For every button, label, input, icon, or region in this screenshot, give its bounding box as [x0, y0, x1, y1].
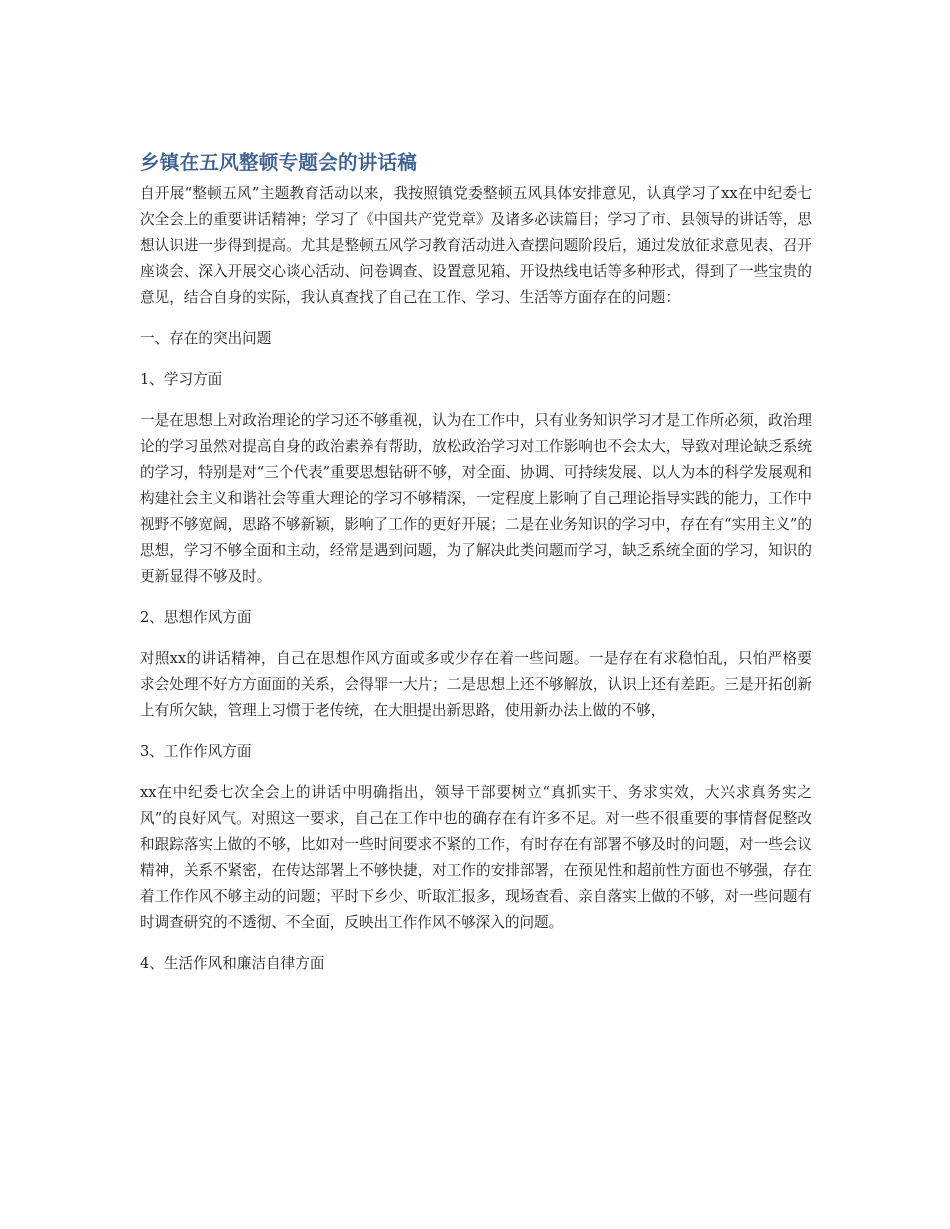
subheading-study: 1、学习方面 [140, 371, 223, 388]
paragraph-work-style: xx在中纪委七次全会上的讲话中明确指出，领导干部要树立“真抓实干、务求实效，大兴求真务实之风”的良好风气。对照这一要求，自己在工作中也的确存在有许多不足。对一些不很重要的事情督促整改和跟踪落实上做的不够，比如对一些时间要求不紧的工作，有时存在有部署不够及时的问题，对一些会议精神，关系不紧密，在传达部署上不够快捷，对工作的安排部署，在预见性和超前性方面也不够强，存在着工作作风不够主动的问题；平时下乡少、听取汇报多，现场查看、亲自落实上做的不够，对一些问题有时调查研究的不透彻、不全面，反映出工作作风不够深入的问题。 [140, 784, 812, 931]
subheading-life-integrity: 4、生活作风和廉洁自律方面 [140, 955, 325, 972]
intro-paragraph: 自开展“整顿五风”主题教育活动以来，我按照镇党委整顿五风具体安排意见，认真学习了xx在中纪委七次全会上的重要讲话精神；学习了《中国共产党党章》及诸多必读篇目；学习了市、县领导的讲话等，思想认识进一步得到提高。尤其是整顿五风学习教育活动进入查摆问题阶段后，通过发放征求意见表、召开座谈会、深入开展交心谈心活动、问卷调查、设置意见箱、开设热线电话等多种形式，得到了一些宝贵的意见，结合自身的实际，我认真查找了自己在工作、学习、生活等方面存在的问题： [140, 185, 812, 306]
subheading-work-style: 3、工作作风方面 [140, 743, 252, 760]
document-title: 乡镇在五风整顿专题会的讲话稿 [140, 151, 418, 174]
document-page [140, 148, 812, 977]
subheading-thinking-style: 2、思想作风方面 [140, 609, 252, 626]
paragraph-study: 一是在思想上对政治理论的学习还不够重视，认为在工作中，只有业务知识学习才是工作所必须，政治理论的学习虽然对提高自身的政治素养有帮助，放松政治学习对工作影响也不会太大，导致对理论缺乏系统的学习，特别是对“三个代表”重要思想钻研不够，对全面、协调、可持续发展、以人为本的科学发展观和构建社会主义和谐社会等重大理论的学习不够精深，一定程度上影响了自己理论指导实践的能力，工作中视野不够宽阔，思路不够新颖，影响了工作的更好开展；二是在业务知识的学习中，存在有“实用主义”的思想，学习不够全面和主动，经常是遇到问题，为了解决此类问题而学习，缺乏系统全面的学习，知识的更新显得不够及时。 [140, 412, 812, 585]
paragraph-thinking-style: 对照xx的讲话精神，自己在思想作风方面或多或少存在着一些问题。一是存在有求稳怕乱，只怕严格要求会处理不好方方面面的关系，会得罪一大片；二是思想上还不够解放，认识上还有差距。三是开拓创新上有所欠缺，管理上习惯于老传统，在大胆提出新思路，使用新办法上做的不够， [140, 650, 812, 719]
section-heading-problems: 一、存在的突出问题 [140, 330, 272, 347]
